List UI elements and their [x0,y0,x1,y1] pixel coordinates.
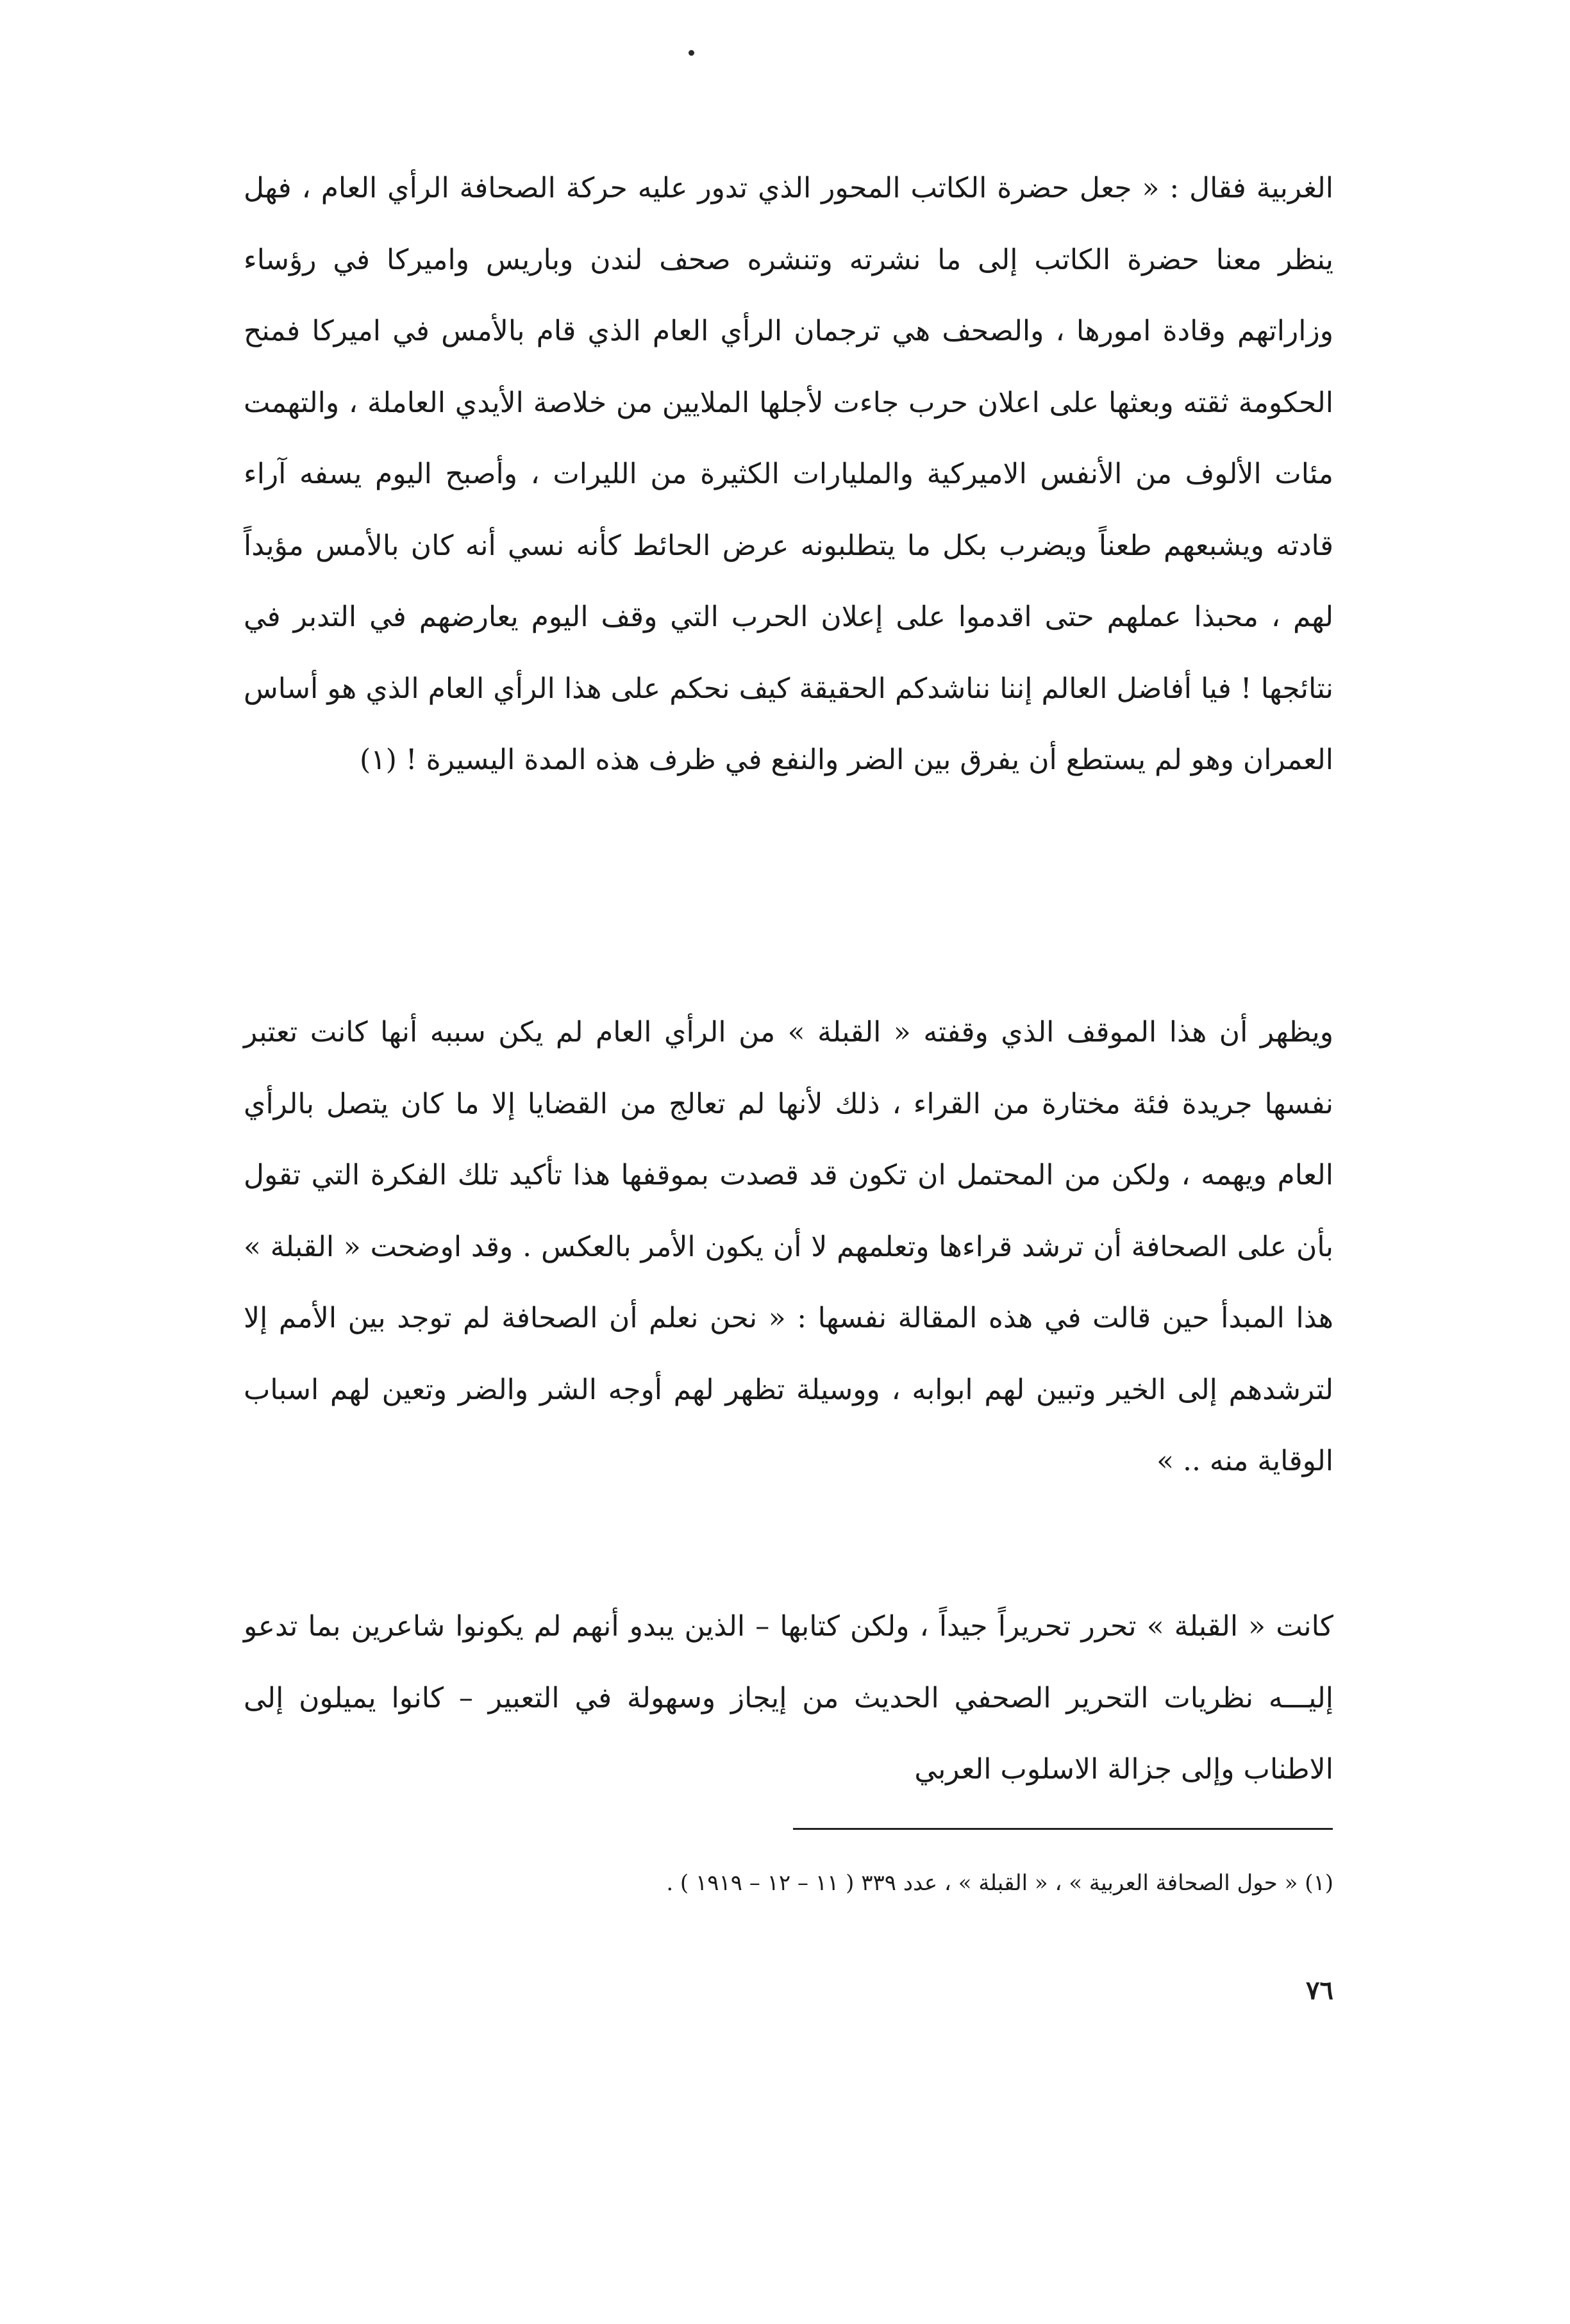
paragraph-text: كانت « القبلة » تحرر تحريراً جيداً ، ولكن كتابها – الذين يبدو أنهم لم يكونوا شاعرين بما تدعو إليـــه نظريات التحرير الصحفي الحديث من إيجاز وسهولة في التعبير – كانوا يميلون إلى الاطناب وإلى جزالة الاسلوب العربي [244,1610,1334,1786]
footnote-divider [793,1828,1333,1830]
body-paragraph-2 [244,997,1333,1497]
paragraph-text: الغربية فقال : « جعل حضرة الكاتب المحور الذي تدور عليه حركة الصحافة الرأي العام ، فهل ينظر معنا حضرة الكاتب إلى ما نشرته وتنشره صحف لندن وباريس واميركا في رؤساء وزاراتهم وقادة امورها ، والصحف هي ترجمان الرأي العام الذي قام بالأمس في اميركا فمنح الحكومة ثقته وبعثها على اعلان حرب جاءت لأجلها الملايين من خلاصة الأيدي العاملة ، والتهمت مئات الألوف من الأنفس الاميركية والمليارات الكثيرة من الليرات ، وأصبح اليوم يسفه آراء قادته ويشبعهم طعناً ويضرب بكل ما يتطلبونه عرض الحائط كأنه نسي أنه كان بالأمس مؤيداً لهم ، محبذا عملهم حتى اقدموا على إعلان الحرب التي وقف اليوم يعارضهم في التدبر في نتائجها ! فيا أفاضل العالم إننا نناشدكم الحقيقة كيف نحكم على هذا الرأي العام الذي هو أساس العمران وهو لم يستطع أن يفرق بين الضر والنفع في ظرف هذه المدة اليسيرة ! (١) [244,172,1333,776]
body-paragraph-3 [244,1591,1333,1805]
body-paragraph-1 [244,153,1333,796]
page-speck [689,50,694,56]
page-number: ٧٦ [1306,1975,1333,2005]
paragraph-text: ويظهر أن هذا الموقف الذي وقفته « القبلة » من الرأي العام لم يكن سببه أنها كانت تعتبر نفسها جريدة فئة مختارة من القراء ، ذلك لأنها لم تعالج من القضايا إلا ما كان يتصل بالرأي العام ويهمه ، ولكن من المحتمل ان تكون قد قصدت بموقفها هذا تأكيد تلك الفكرة التي تقول بأن على الصحافة أن ترشد قراءها وتعلمهم لا أن يكون الأمر بالعكس . وقد اوضحت « القبلة » هذا المبدأ حين قالت في هذه المقالة نفسها : « نحن نعلم أن الصحافة لم توجد بين الأمم إلا لترشدهم إلى الخير وتبين لهم ابوابه ، ووسيلة تظهر لهم أوجه الشر والضر وتعين لهم اسباب الوقاية منه .. » [244,1016,1333,1477]
footnote: (١) « حول الصحافة العربية » ، « القبلة » ، عدد ٣٣٩ ( ١١ – ١٢ – ١٩١٩ ) . [666,1870,1333,1896]
